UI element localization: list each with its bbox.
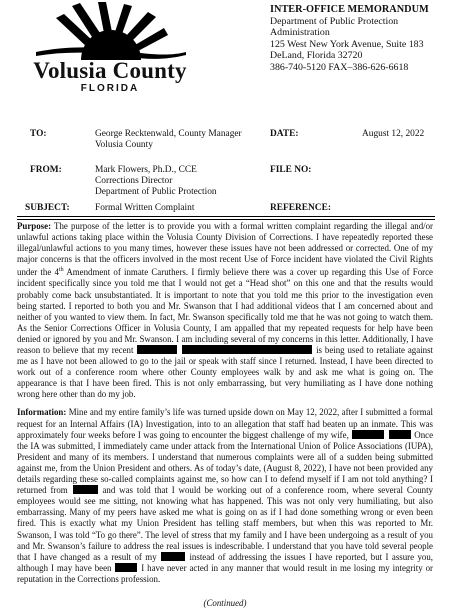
redaction-block: [115, 563, 137, 572]
purpose-text-3: is being used to retaliate against me as I have not been allowed to go to the jail or speak with staff since I returned. Instead, I have been directed to work out of a conference room where other County employees walk by and ask me what is going on. The appearance is that I have been fired. This is not only embarrassing, but very humiliating as I have done nothing wrong here other than do my job.: [17, 345, 434, 400]
information-text-2: Once the IA was submitted, I immediately came under attack from the International Union of Police Associations (IUPA), President and many of its members. I understand that numerous complaints were all of a sudden being submitted against me, from the Union President and others. As of today’s date, (August 8, 2022), I have not been provided any details regarding these so-called complaints against me, so how can I to defend myself if I am not told anything? I returned from: [17, 429, 434, 496]
reference-label: REFERENCE:: [270, 203, 331, 213]
purpose-text-2: Amendment of inmate Caruthers. I firmly believe there was a cover up regarding this Use of Force incident specifically since you told me that I would not get a “Head shot” on this one and that the results would probably come back unsubstantiated. It is important to note that you told me this prior to the investigation even being started. I reported to both you and Mr. Swanson that I had additional videos that I am concerned about and neither of you wanted to view them. In fact, Mr. Swanson specifically told me that he was not going to watch them. As the Senior Corrections Officer in Volusia County, I am appalled that my repeated requests for help have been denied or ignored by you and Mr. Swanson. I am including several of my concerns in this letter. Additionally, I have reason to believe that my recent: [17, 267, 433, 355]
from-title: Corrections Director: [95, 176, 173, 187]
from-name: Mark Flowers, Ph.D., CCE: [95, 165, 197, 175]
logo-state-name: FLORIDA: [80, 83, 140, 94]
redaction-block: [161, 552, 185, 561]
address-line-2: DeLand, Florida 32720: [270, 50, 363, 62]
phone-fax: 386-740-5120 FAX–386-626-6618: [270, 61, 409, 73]
purpose-text-1: The purpose of the letter is to provide you with a formal written complaint regarding the illegal and/or unlawful actions taking place within the Volusia County Division of Corrections. I have repeatedly reported these illegal/unlawful actions to you many times, however these issues have not been addressed or corrected. One of my major concerns is that the officers involved in the most recent Use of Force incident have violated the Civil Rights under the 4: [17, 221, 433, 278]
department-name: Department of Public Protection: [270, 15, 399, 27]
subject-label: SUBJECT:: [25, 203, 70, 213]
header-rule: [17, 216, 435, 217]
purpose-heading: Purpose:: [17, 221, 52, 231]
purpose-paragraph: [17, 221, 433, 400]
information-text-5: I have never acted in any manner that would result in me losing my integrity or reputation in the Corrections profession.: [17, 562, 433, 584]
to-value: [95, 129, 242, 151]
information-text-4: instead of addressing the issues I have reported, but I assure you, although I may have been: [17, 551, 434, 573]
redaction-block: [137, 345, 177, 354]
file-no-label: FILE NO:: [270, 165, 312, 175]
memo-body: [17, 221, 433, 592]
county-logo: [10, 2, 210, 98]
logo-county-name: Volusia County: [33, 58, 187, 83]
information-text-3: and was told that I would be working out of a conference room, where several County employees would see me sitting, not knowing what has happened. This was not only very humiliating, but also embarrassing. Many of my peers have asked me what is going on as if I had done something wrong or even been fired. This is exactly what my Union President has telling staff members, but when this was reported to Mr. Swanson, I was told “To go there”. The level of stress that my family and I have been undergoing as a result of you and Mr. Swanson’s failure to address the real issues is indescribable. I understand that you have told several people that I have changed as a result of my: [17, 485, 433, 562]
purpose-superscript: th: [58, 267, 64, 274]
from-value: [95, 165, 217, 199]
from-department: Department of Public Protection: [95, 187, 217, 198]
continued-footer: (Continued): [203, 598, 247, 608]
redaction-block: [352, 430, 384, 439]
to-recipient: George Recktenwald, County Manager: [95, 129, 242, 139]
redaction-block: [182, 345, 312, 354]
memo-title: INTER-OFFICE MEMORANDUM: [270, 4, 429, 15]
information-text-1: Mine and my entire family’s life was turned upside down on May 12, 2022, after I submitted a formal request for an Internal Affairs (IA) Investigation, into to an allegation that staff had beaten up an inmate. This was approximately four weeks before I was going to encounter the biggest challenge of my wife,: [17, 407, 433, 440]
from-label: FROM:: [30, 165, 62, 175]
to-label: TO:: [30, 129, 47, 139]
redaction-block: [389, 430, 411, 439]
department-division: Administration: [270, 27, 330, 39]
to-organization: Volusia County: [95, 140, 153, 151]
subject-value: Formal Written Complaint: [95, 203, 195, 213]
address-line-1: 125 West New York Avenue, Suite 183: [270, 38, 424, 50]
redaction-block: [73, 485, 98, 494]
sun-logo-icon: [36, 2, 186, 62]
header-rule-secondary: [17, 219, 435, 220]
information-paragraph: [17, 407, 433, 585]
information-heading: Information:: [17, 407, 67, 418]
memo-header: [270, 4, 448, 74]
date-label: DATE:: [270, 129, 299, 139]
date-value: August 12, 2022: [362, 129, 425, 139]
